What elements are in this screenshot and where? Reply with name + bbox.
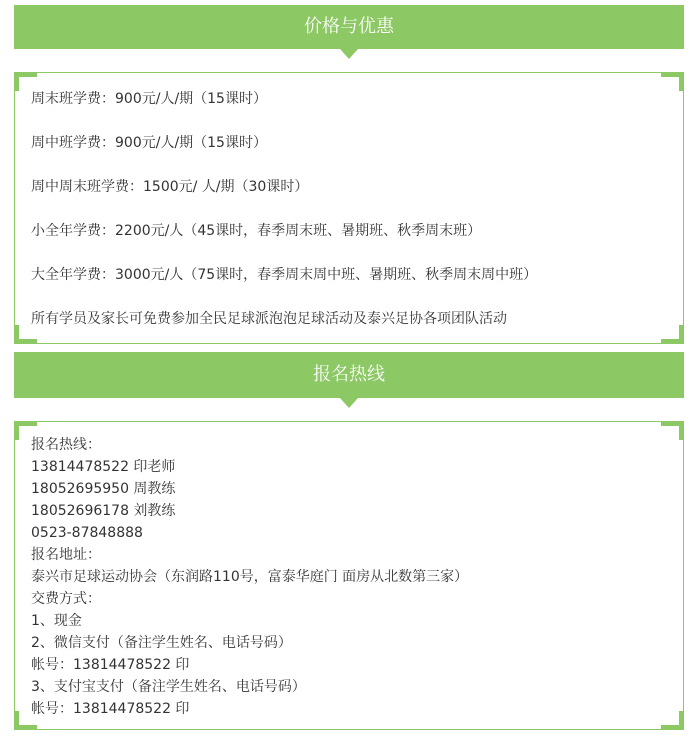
chevron-down-icon (340, 398, 358, 408)
payment-label: 交费方式： (31, 591, 101, 607)
hotline-phone-2: 18052695950 周教练 (31, 481, 176, 497)
payment-wechat-account: 帐号：13814478522 印 (31, 657, 190, 673)
price-line-weekday: 周中班学费：900元/人/期（15课时） (31, 135, 267, 151)
hotline-label: 报名热线： (31, 437, 101, 453)
price-line-full-year: 大全年学费：3000元/人（75课时，春季周末周中班、暑期班、秋季周末周中班） (31, 267, 538, 283)
corner-decoration (661, 325, 684, 344)
price-line-small-year: 小全年学费：2200元/人（45课时，春季周末班、暑期班、秋季周末班） (31, 223, 482, 239)
signup-section-title: 报名热线 (313, 364, 385, 385)
payment-wechat: 2、微信支付（备注学生姓名、电话号码） (31, 635, 292, 651)
price-section-title: 价格与优惠 (304, 16, 394, 37)
payment-alipay-account: 帐号：13814478522 印 (31, 701, 190, 717)
corner-decoration (661, 72, 684, 91)
hotline-phone-3: 18052696178 刘教练 (31, 503, 176, 519)
payment-alipay: 3、支付宝支付（备注学生姓名、电话号码） (31, 679, 306, 695)
chevron-down-icon (340, 49, 358, 59)
price-section-header (14, 5, 684, 49)
corner-decoration (661, 421, 684, 440)
corner-decoration (661, 711, 684, 730)
address-label: 报名地址： (31, 547, 101, 563)
price-line-benefits: 所有学员及家长可免费参加全民足球派泡泡足球活动及泰兴足协各项团队活动 (31, 311, 507, 327)
hotline-landline: 0523-87848888 (31, 525, 143, 541)
signup-box (14, 421, 684, 730)
price-line-combined: 周中周末班学费：1500元/ 人/期（30课时） (31, 179, 309, 195)
address-text: 泰兴市足球运动协会（东润路110号，富泰华庭门 面房从北数第三家） (31, 569, 469, 585)
hotline-phone-1: 13814478522 印老师 (31, 459, 176, 475)
signup-section-header (14, 352, 684, 398)
price-box (14, 72, 684, 344)
price-line-weekend: 周末班学费：900元/人/期（15课时） (31, 91, 267, 107)
signup-info-list (31, 434, 468, 720)
payment-cash: 1、现金 (31, 613, 82, 629)
